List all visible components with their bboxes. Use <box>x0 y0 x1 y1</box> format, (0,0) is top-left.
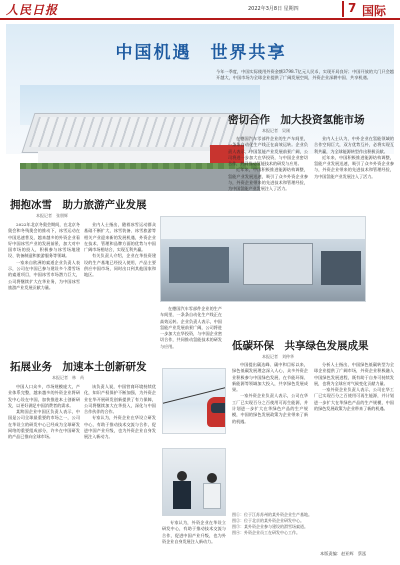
article-green-byline: 本报记者 刘仲华 <box>262 354 294 359</box>
page-number: 7 <box>348 1 357 15</box>
article-snow-col1 <box>8 222 80 350</box>
paragraph: 业内人士指出，随着冰雪运动群众基础不断扩大，冰雪装备、冰雪旅游等相关产业迎来新的发展机遇，外资企业在技术、管理和品牌方面的优势与中国广阔市场相结合，实现互利共赢。 <box>84 222 156 253</box>
article-rnd-byline: 本报记者 林 芮 <box>52 375 84 380</box>
cable-car-photo <box>162 368 226 434</box>
photo-caption: 图④：外资企业员工在研发中心工作。 <box>232 530 300 535</box>
article-rnd-title: 拓展业务 加速本土创新研发 <box>10 361 147 373</box>
article-snow-byline: 本报记者 张朋辉 <box>36 213 68 218</box>
paragraph: 某跨国企业中国区负责人表示，中国是公司全球最重要的市场之一，公司在华设立的研发中心已经成为全球研发网络的重要组成部分，许多在中国研发的产品已推向全球市场。 <box>8 409 80 440</box>
page-indicator <box>342 1 400 17</box>
issue-date: 2022年3月8日 星期四 <box>248 6 299 12</box>
article-hydrogen-col3 <box>160 306 222 370</box>
paragraph: 一家外资企业负责人表示，公司在华工厂已实现百分之百使用可再生能源，并计划进一步扩大在华绿色产品的生产规模，中国的绿色发展政策为企业带来了新的机遇。 <box>314 387 394 412</box>
article-rnd-col2 <box>84 384 156 560</box>
paragraph: 中国人口众多，市场规模庞大，产业体系完整，越来越多的外资企业将研发中心设在中国，加快推进本土创新研发，以更好满足中国消费者的需求。 <box>8 384 80 408</box>
photo-caption: 图③：某外资企业参与建设的滑雪场索道。 <box>232 524 308 529</box>
photo-caption: 图②：位于北京的某外资企业研发中心。 <box>232 518 304 523</box>
article-hydrogen-byline: 本报记者 吴刚 <box>262 128 290 133</box>
article-snow-title: 拥抱冰雪 助力旅游产业发展 <box>10 199 147 211</box>
paragraph: 一家外资企业负责人表示，公司在华工厂已实现百分之百使用可再生能源，并计划进一步扩大在华绿色产品的生产规模，中国的绿色发展政策为企业带来了新的机遇。 <box>232 393 308 424</box>
lab-photo <box>160 216 366 302</box>
masthead-divider <box>0 18 400 20</box>
photo-caption: 图①：位于江苏苏州的某外资企业生产基地。 <box>232 512 312 517</box>
paragraph: 近年来，中国积极推进能源结构调整，氢能产业发展迅速，吸引了众多外资企业参与，外资企业带来的先进技术和管理经验，为中国氢能产业发展注入了活力。 <box>314 154 394 179</box>
article-snow-col2 <box>84 222 156 350</box>
paragraph: 专家认为，外资企业在华设立研发中心，有助于推动技术交流与合作，促进中国产业升级，也为外资企业自身发展注入新动力。 <box>162 520 226 544</box>
factory-aerial-photo <box>20 85 260 191</box>
page-title: 中国机遇 世界共享 <box>115 43 287 63</box>
page-editor-credit: 本版责编：赵亚辉 蔡泓 <box>320 551 367 556</box>
article-green-title: 低碳环保 共享绿色发展成果 <box>232 340 369 352</box>
article-hydrogen-title: 密切合作 加大投资氢能市场 <box>228 114 365 126</box>
page-masthead <box>0 0 400 18</box>
paragraph: 该负责人说，中国营商环境持续优化，知识产权保护不断加强，为外资企业在华开展研发创新提供了有力保障，公司将继续加大在华投入，深化与中国合作伙伴的合作。 <box>84 384 156 415</box>
paragraph: 一家来自欧洲的索道企业负责人表示，公司在中国已参与建设多个滑雪场的索道项目，中国冰雪市场潜力巨大，公司将继续扩大在华业务，为中国冰雪旅游产业发展贡献力量。 <box>8 259 80 290</box>
hero-intro-text: 今年一季度，中国实际使用外资金额3798.7亿元人民币，实现开局良好；中国开放的大门只会越开越大，中国市场为全球企业提供了广阔发展空间，外资企业深耕中国、共享机遇。 <box>216 69 394 80</box>
article-rnd-col1 <box>8 384 80 560</box>
paragraph: 在德国汽车零部件企业的生产车间里，一条条自动化生产线正在高效运转。企业负责人表示，中国氢能产业发展前景广阔，公司将进一步加大在华投资，与中国企业密切合作，共同推动氢能技术的研发与应用。 <box>160 306 222 349</box>
paragraph: 业内人士认为，中外企业在氢能领域的合作空间巨大，双方优势互补，必将实现互利共赢，为全球能源转型作出积极贡献。 <box>314 136 394 154</box>
paragraph: 中国提出碳达峰、碳中和目标以来，绿色低碳发展理念深入人心，众多外资企业积极参与中国绿色发展，在节能环保、新能源等领域加大投入，共享绿色发展成果。 <box>232 362 308 393</box>
newspaper-logo: 人民日报 <box>6 3 59 17</box>
section-name: 国际 <box>362 4 387 18</box>
paragraph: 有关负责人介绍，企业在华投资建设的生产基地已经投入使用，产品主要供应中国市场，同时出口到其他国家和地区。 <box>84 253 156 278</box>
workers-photo <box>162 448 226 516</box>
paragraph: 专家认为，外资企业在华设立研发中心，有助于推动技术交流与合作，促进中国产业升级，也为外资企业自身发展注入新动力。 <box>84 415 156 440</box>
paragraph: 2022年北京冬奥会期间，在北京冬奥会和冬残奥会的推动下，冰雪运动在中国迅速普及，越来越多的外资企业看好中国冰雪产业的发展前景，加大对中国市场的投入，积极参与冰雪场地建设、装备制造和旅游服务等领域。 <box>8 222 80 259</box>
paragraph: 近年来，中国积极推进能源结构调整，氢能产业发展迅速，吸引了众多外资企业参与，外资企业带来的先进技术和管理经验，为中国氢能产业发展注入了活力。 <box>228 167 308 192</box>
paragraph: 分析人士指出，中国绿色低碳转型为全球企业提供了广阔市场，外资企业积极融入中国绿色发展进程，既有助于自身可持续发展，也将为全球应对气候变化贡献力量。 <box>314 362 394 386</box>
article-green-col2 <box>314 362 394 508</box>
article-rnd-col3 <box>162 520 226 560</box>
paragraph: 在德国汽车零部件企业的生产车间里，一条条自动化生产线正在高效运转。企业负责人表示，中国氢能产业发展前景广阔，公司将进一步加大在华投资，与中国企业密切合作，共同推动氢能技术的研发与应用。 <box>228 136 308 167</box>
